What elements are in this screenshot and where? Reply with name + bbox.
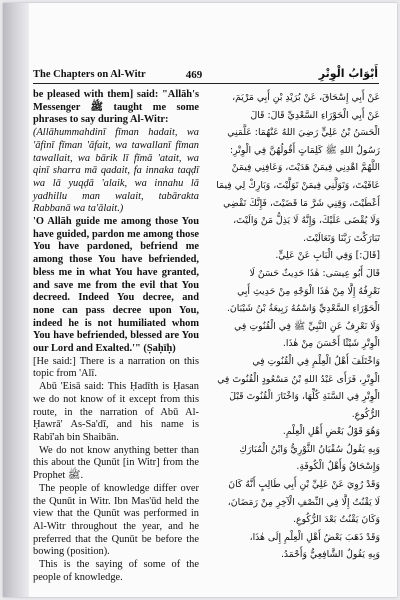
arabic-line: الْوِتْرِ فِي السَّنَةِ كُلِّهَا، وَاخْتَارَ الْقُنُوتَ قَبْلَ — [229, 391, 380, 403]
page-gutter-shadow — [3, 3, 29, 597]
arabic-line: اللَّهُمَّ اهْدِنِي فِيمَنْ هَدَيْتَ، وَعَافِنِي فِيمَنْ — [231, 162, 380, 174]
english-transliteration: (Allāhummahdinī fīman hadait, wa 'āfinī fīman 'āfait, wa tawallanī fīman tawallait, wa bārik lī fīmā 'atait, wa qinī sharra mā qadait, fa innaka taqḍī wa lā yuqḍā 'alaik, wa innahu lā yadhillu man walait, tabārakta Rabbanā wa ta'ālait.) — [33, 127, 199, 215]
running-header-arabic: أَبْوَابُ الْوِتْرِ — [318, 67, 378, 80]
arabic-line: وَلَا نَعْرِفُ عَنِ النَّبِيِّ ﷺ فِي الْقُنُوتِ فِي — [234, 320, 380, 332]
page-number: 469 — [185, 69, 203, 81]
arabic-line: عَافَيْتَ، وَتَوَلَّنِي فِيمَنْ تَوَلَّيْتَ، وَبَارِكْ لِي فِيمَا — [216, 179, 380, 191]
arabic-line: نَعْرِفُهُ إِلَّا مِنْ هٰذَا الْوَجْهِ مِنْ حَدِيثِ أَبِي — [237, 285, 380, 297]
book-page — [3, 3, 397, 597]
arabic-line: وَقَدْ رُوِيَ عَنْ عَلِيِّ بْنِ أَبِي طَالِبٍ أَنَّهُ كَانَ — [228, 479, 380, 491]
arabic-line: رَسُولُ اللهِ ﷺ كَلِمَاتٍ أَقُولُهُنَّ فِي الْوِتْرِ: — [229, 144, 380, 156]
arabic-line: الْحَوْرَاءِ السَّعْدِيِّ وَاسْمُهُ رَبِيعَةُ بْنُ شَيْبَانَ. — [226, 303, 380, 315]
english-paragraph: Abū 'Eisā said: This Ḥadīth is Ḥasan we do not know of it except from this route, in the narration of Abū Al-Ḥawrā' As-Sa'dī, and his name is Rabī'ah bin Shaibān. — [33, 381, 199, 443]
english-paragraph: This is the saying of some of the people of knowledge. — [33, 559, 199, 583]
arabic-line: الْوِتْرِ، فَرَأَى عَبْدُ اللهِ بْنُ مَسْعُودٍ الْقُنُوتَ فِي — [217, 373, 380, 385]
arabic-line: وَكَانَ يَقْنُتُ بَعْدَ الرُّكُوعِ. — [293, 514, 380, 526]
english-paragraph: [He said:] There is a narration on this topic from 'Alī. — [33, 355, 199, 380]
english-paragraph: We do not know anything better than this about the Qunūt [in Witr] from the Prophet ﷺ. — [33, 444, 199, 482]
arabic-line: عَنْ أَبِي إِسْحَاقَ، عَنْ بُرَيْدِ بْنِ أَبِي مَرْيَمَ، — [232, 92, 380, 103]
english-translation — [33, 216, 199, 356]
header-rule — [33, 83, 379, 84]
english-paragraph: be pleased with them] said: "Allāh's Messenger ﷺ taught me some phrases to say during Al-Witr: — [33, 89, 199, 126]
arabic-line: وَإِسْحَاقُ وَأَهْلُ الْكُوفَةِ. — [296, 461, 380, 473]
arabic-line: لَا يَقْنُتُ إِلَّا فِي النِّصْفِ الْآخِرِ مِنْ رَمَضَانَ، — [227, 496, 380, 508]
arabic-line: وَهُوَ قَوْلُ بَعْضِ أَهْلِ الْعِلْمِ. — [282, 426, 380, 438]
arabic-line: وَلَا يُقْضَى عَلَيْكَ، وَإِنَّهُ لَا يَذِلُّ مَنْ وَالَيْتَ، — [233, 215, 380, 227]
arabic-line: وَبِهِ يَقُولُ سُفْيَانُ الثَّوْرِيُّ وَابْنُ الْمُبَارَكِ — [239, 443, 380, 455]
translation-text: 'O Allāh guide me among those You have guided, pardon me among those You have pardoned, befriend me among those You have befriended, bless me in what You have granted, and save me from the evil that You decreed. Indeed You decree, and none can pass decree upon You, indeed he is not humiliated whom You have befriended, blessed are You our Lord and Exalted.'" — [33, 216, 199, 355]
arabic-line: قَالَ أَبُو عِيسَى: هٰذَا حَدِيثٌ حَسَنٌ لَا — [249, 267, 380, 279]
english-column — [33, 89, 199, 584]
arabic-line: عَنْ أَبِي الْحَوْرَاءِ السَّعْدِيِّ قَالَ: قَالَ — [250, 109, 380, 121]
arabic-line: الْحَسَنُ بْنُ عَلِيٍّ رَضِيَ اللهُ عَنْهُمَا: عَلَّمَنِي — [227, 127, 380, 139]
running-header-english: The Chapters on Al-Witr — [33, 69, 146, 80]
arabic-line: الرُّكُوعِ. — [351, 408, 380, 420]
arabic-column — [206, 89, 380, 564]
arabic-line: تَبَارَكْتَ رَبَّنَا وَتَعَالَيْتَ. — [302, 232, 380, 244]
hadith-grade: (Ṣaḥīḥ) — [143, 343, 176, 355]
arabic-line: وَبِهِ يَقُولُ الشَّافِعِيُّ وَأَحْمَدُ. — [280, 549, 380, 561]
arabic-line: أَعْطَيْتَ، وَقِنِي شَرَّ مَا قَضَيْتَ، فَإِنَّكَ تَقْضِي — [223, 197, 380, 209]
english-paragraph: The people of knowledge differ over the Qunūt in Witr. Ibn Mas'ūd held the view that the Qunūt was performed in Al-Witr throughout the year, and he preferred that the Qunūt be before the bowing (position). — [33, 482, 199, 558]
arabic-line: وَقَدْ ذَهَبَ بَعْضُ أَهْلِ الْعِلْمِ إِلَى هٰذَا، — [249, 531, 380, 543]
arabic-line: [قَالَ:] وَفِي الْبَابِ عَنْ عَلِيٍّ. — [275, 250, 380, 262]
arabic-line: وَاخْتَلَفَ أَهْلُ الْعِلْمِ فِي الْقُنُوتِ فِي — [252, 355, 380, 367]
arabic-line: الْوِتْرِ شَيْئًا أَحْسَنَ مِنْ هٰذَا. — [282, 338, 380, 350]
